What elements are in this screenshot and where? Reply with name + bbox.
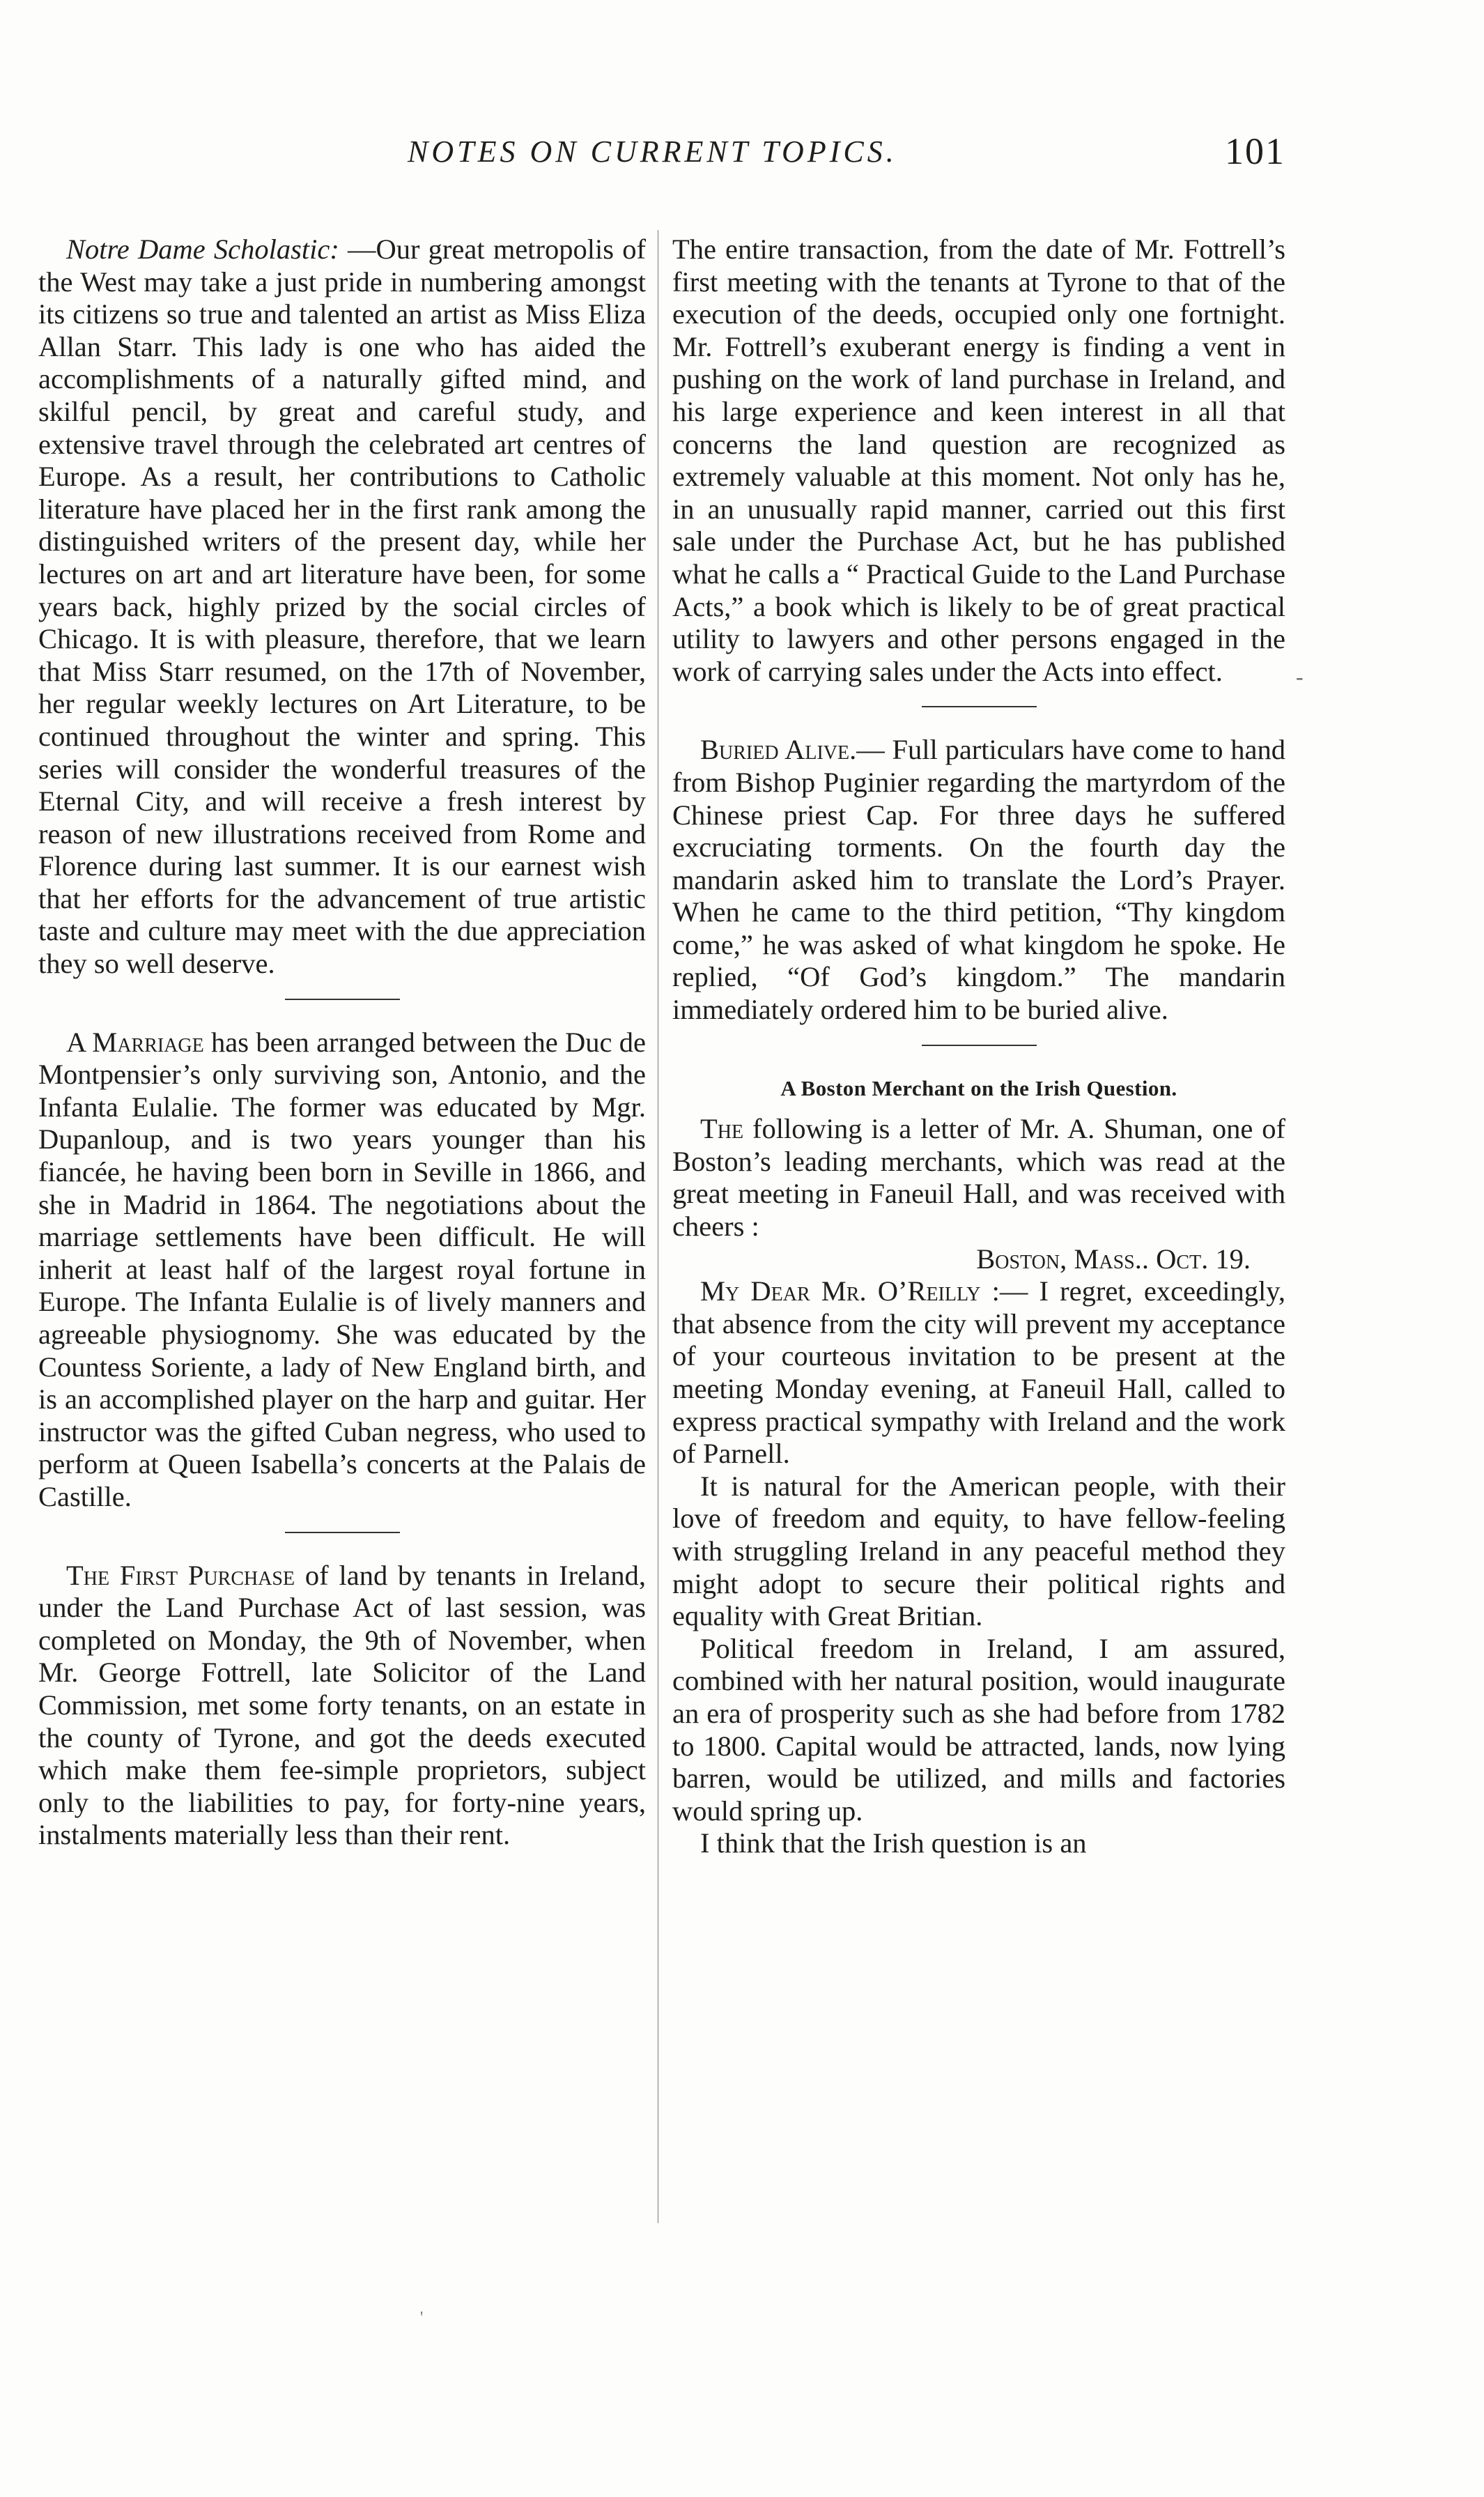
marriage-lead: A Marriage (66, 1026, 204, 1058)
section-rule (285, 1532, 400, 1533)
buried-alive-paragraph (672, 734, 1285, 1026)
section-rule (922, 1045, 1037, 1046)
first-purchase-text: of land by tenants in Ireland, under the Land Purchase Act of last session, was completed on Monday, the 9th of November, when Mr. George Fottrell, late Solicitor of the Land Commission, met some forty tenants, on an estate in the county of Tyrone, and got the deeds executed which make them fee-simple proprietors, subject only to the liabilities to pay, for forty-nine years, instalments materially less than their rent. (38, 1559, 646, 1851)
transaction-paragraph: The entire transaction, from the date of Mr. Fottrell’s first meeting with the tenants at Tyrone to that of the execution of the deeds, occupied only one fortnight. Mr. Fottrell’s exuberant energy is finding a vent in pushing on the work of land purchase in Ireland, and his large experience and keen interest in all that concerns the land question are recognized as extremely valuable at this moment. Not only has he, in an unusually rapid manner, carried out this first sale under the Purchase Act, but he has published what he calls a “ Practical Guide to the Land Purchase Acts,” a book which is likely to be of great practical utility to lawyers and other persons engaged in the work of carrying sales under the Acts into effect. (672, 233, 1285, 687)
marriage-text: has been arranged between the Duc de Montpensier’s only surviving son, Antonio, and the Infanta Eulalie. The former was educated by Mgr. Dupanloup, and is two years younger than his fiancée, he having been born in Seville in 1866, and she in Madrid in 1864. The negotiations about the marriage settlements have been difficult. He will inherit at least half of the largest royal fortune in Europe. The Infanta Eulalie is of lively manners and agreeable physiognomy. She was educated by the Countess Soriente, a lady of New England birth, and is an accomplished player on the harp and guitar. Her instructor was the gifted Cuban negress, who used to perform at Queen Isabella’s concerts at the Palais de Castille. (38, 1026, 646, 1512)
buried-alive-text: — Full particulars have come to hand from Bishop Puginier regarding the martyrdom of the Chinese priest Cap. For three days he suffered excruciating torments. On the fourth day the mandarin asked him to translate the Lord’s Prayer. When he came to the third petition, “Thy kingdom come,” he was asked of what kingdom he spoke. He replied, “Of God’s kingdom.” The mandarin immediately ordered him to be buried alive. (672, 734, 1285, 1026)
letter-paragraph-4: I think that the Irish question is an (700, 1827, 1087, 1859)
letter-text-1: :— I regret, exceedingly, that absence from the city will prevent my acceptance of your courteous invitation to be present at the meeting Monday evening, at Faneuil Hall, called to express practical sympathy with Ireland and the work of Parnell. (672, 1275, 1286, 1470)
first-purchase-paragraph (38, 1560, 646, 1852)
buried-alive-lead: Buried Alive. (700, 734, 857, 766)
page-number: 101 (1225, 130, 1285, 172)
boston-intro-lead: The (700, 1113, 744, 1145)
source-title: Notre Dame Scholastic: (66, 233, 339, 265)
notre-dame-paragraph (38, 233, 646, 981)
boston-intro (672, 1113, 1285, 1243)
margin-mark: - (1296, 664, 1304, 689)
letter-dateline: Boston, Mass.. Oct. 19. (976, 1243, 1251, 1275)
boston-intro-text: following is a letter of Mr. A. Shuman, one of Boston’s leading merchants, which was read at the great meeting in Faneuil Hall, and was received with cheers : (672, 1113, 1285, 1243)
marriage-paragraph (38, 1027, 646, 1514)
bottom-tick-mark: ' (420, 2309, 424, 2327)
section-rule (285, 999, 400, 1000)
letter-paragraph-1 (672, 1275, 1285, 1470)
notre-dame-text: —Our great metropolis of the West may take a just pride in numbering amongst its citizens so true and talented an artist as Miss Eliza Allan Starr. This lady is one who has aided the accomplishments of a naturally gifted mind, and skilful pencil, by great and careful study, and extensive travel through the celebrated art centres of Europe. As a result, her contributions to Catholic literature have placed her in the first rank among the distinguished writers of the present day, while her lectures on art and art literature have been, for some years back, highly prized by the social circles of Chicago. It is with pleasure, therefore, that we learn that Miss Starr resumed, on the 17th of November, her regular weekly lectures on Art Literature, to be continued throughout the winter and spring. This series will consider the wonderful treasures of the Eternal City, and will receive a fresh interest by reason of new illustrations received from Rome and Florence during last summer. It is our earnest wish that her efforts for the advancement of true artistic taste and culture may meet with the due appreciation they so well deserve. (38, 233, 646, 980)
running-head: NOTES ON CURRENT TOPICS. (408, 135, 897, 169)
section-rule (922, 706, 1037, 707)
boston-heading: A Boston Merchant on the Irish Question. (780, 1075, 1177, 1100)
letter-salutation: My Dear Mr. O’Reilly (700, 1275, 981, 1307)
letter-paragraph-2: It is natural for the American people, with their love of freedom and equity, to have fellow-feeling with struggling Ireland in any peaceful method they might adopt to secure their political rights and equality with Great Britian. (672, 1470, 1285, 1632)
left-column (38, 233, 646, 1852)
right-column (672, 233, 1285, 1860)
letter-paragraph-3: Political freedom in Ireland, I am assured, combined with her natural position, would inaugurate an era of prosperity such as she had before from 1782 to 1800. Capital would be attracted, lands, now lying barren, would be utilized, and mills and factories would spring up. (672, 1632, 1285, 1827)
first-purchase-lead: The First Purchase (66, 1559, 295, 1591)
